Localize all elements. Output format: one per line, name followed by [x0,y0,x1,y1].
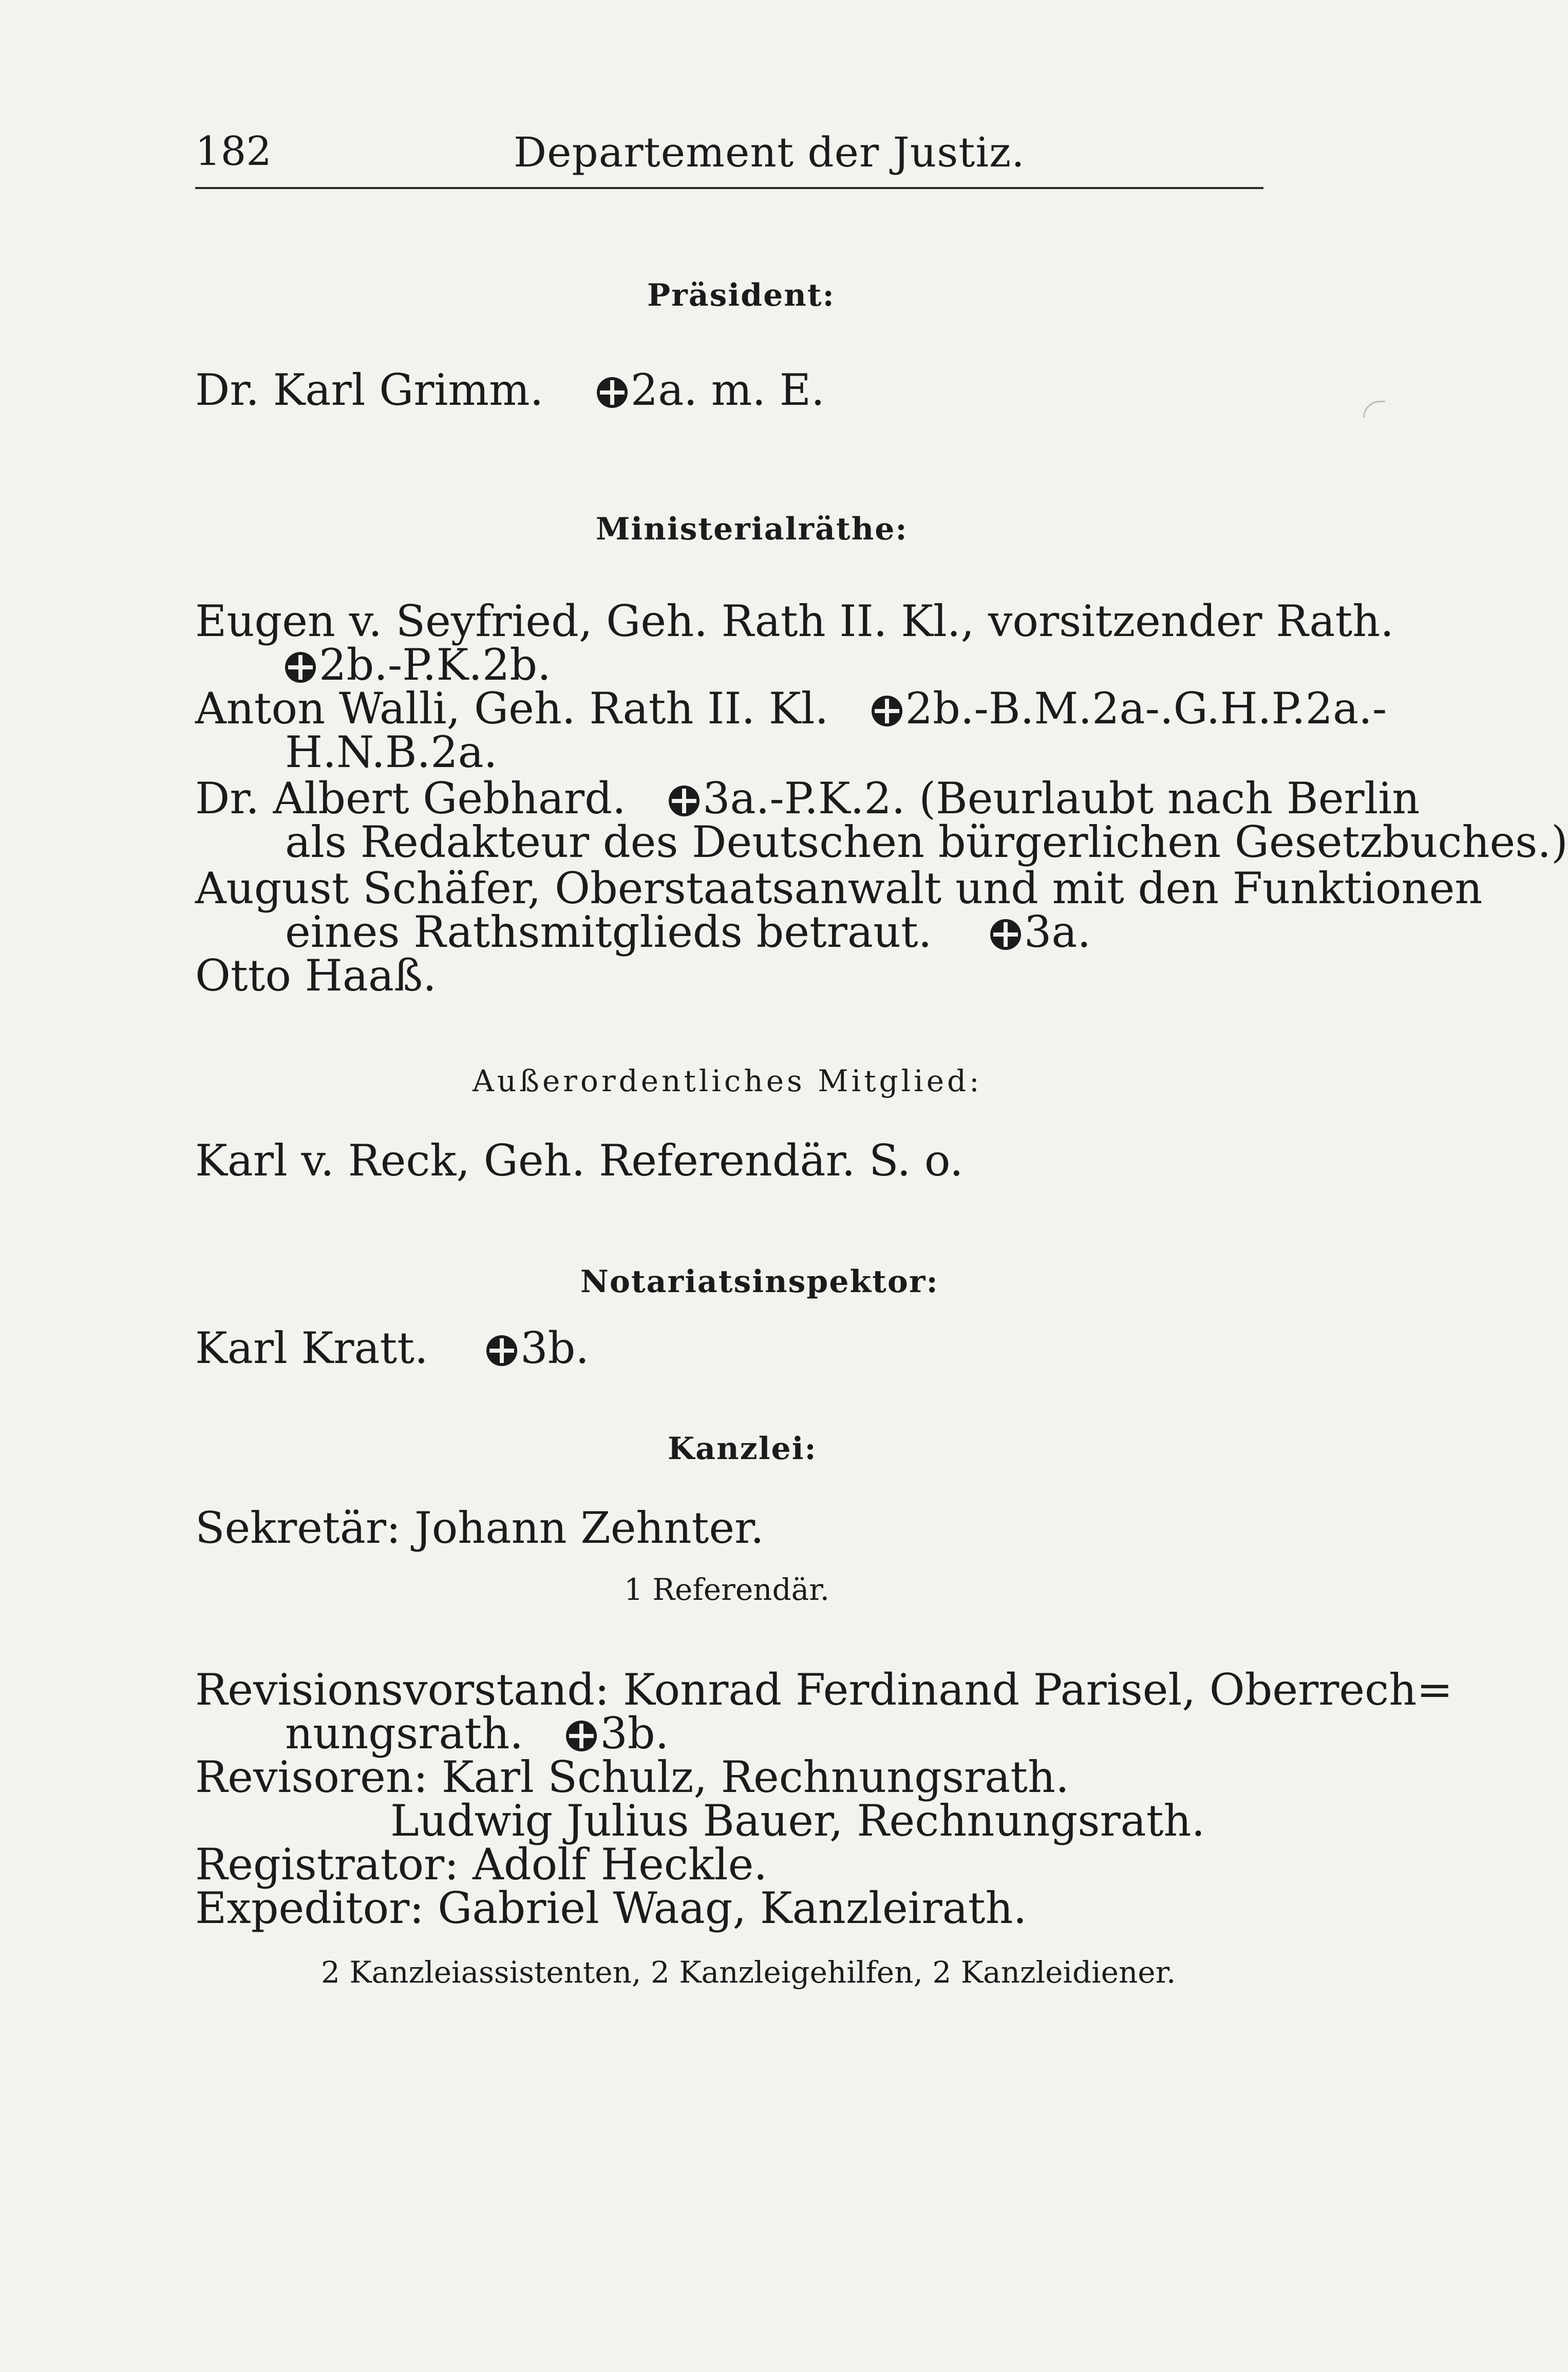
order-cross-icon [486,1335,517,1366]
councillor-line-1: Eugen v. Seyfried, Geh. Rath II. Kl., vorsitzender Rath. [195,596,1394,646]
notary-name: Karl Kratt. [195,1323,428,1373]
councillor-decoration-5: 3a.-P.K.2. (Beurlaubt nach Berlin [703,773,1420,824]
councillor-decoration-8: 3a. [1024,907,1091,957]
councillors-heading: Ministerialräthe: [596,511,908,547]
revision-text-2: nungsrath. [285,1708,523,1759]
page-mark [1363,401,1385,418]
notary-line [195,1323,589,1373]
councillor-line-7: August Schäfer, Oberstaatsanwalt und mit den Funktionen [195,863,1483,913]
councillor-line-6: als Redakteur des Deutschen bürgerlichen Gesetzbuches.) [285,817,1568,867]
councillor-name-8: eines Rathsmitglieds betraut. [285,907,932,957]
staff-footer: 2 Kanzleiassistenten, 2 Kanzleigehilfen, 2 Kanzleidiener. [321,1955,1176,1990]
chancery-heading: Kanzlei: [668,1431,817,1467]
extraordinary-heading: Außerordentliches Mitglied: [473,1063,983,1098]
notary-heading: Notariatsinspektor: [580,1264,939,1300]
revision-line-3: Revisoren: Karl Schulz, Rechnungsrath. [195,1752,1069,1802]
president-name: Dr. Karl Grimm. [195,365,544,415]
councillor-line-9: Otto Haaß. [195,950,437,1001]
councillor-decoration-3: 2b.-B.M.2a-.G.H.P.2a.- [905,683,1387,734]
revision-line-6: Expeditor: Gabriel Waag, Kanzleirath. [195,1883,1027,1933]
councillor-line-4: H.N.B.2a. [285,727,498,777]
councillor-line-5 [195,773,1420,824]
referendar-line: 1 Referendär. [624,1572,830,1607]
order-cross-icon [990,919,1021,950]
councillor-decoration-2: 2b.-P.K.2b. [319,640,551,690]
president-line [195,365,825,415]
councillor-name-3: Anton Walli, Geh. Rath II. Kl. [195,683,829,734]
order-cross-icon [285,652,316,683]
revision-line-2 [285,1708,669,1759]
page-number: 182 [195,128,272,175]
order-cross-icon [872,696,902,726]
revision-decoration-2: 3b. [600,1708,669,1759]
revision-line-5: Registrator: Adolf Heckle. [195,1839,768,1890]
councillor-line-8 [285,907,1091,957]
councillor-line-2 [285,640,551,690]
order-cross-icon [597,377,628,408]
revision-line-4: Ludwig Julius Bauer, Rechnungsrath. [390,1796,1205,1846]
running-title: Departement der Justiz. [514,128,1025,176]
president-heading: Präsident: [647,277,835,313]
president-decoration: 2a. m. E. [630,365,825,415]
order-cross-icon [566,1721,597,1751]
councillor-name-5: Dr. Albert Gebhard. [195,773,626,824]
revision-line-1: Revisionsvorstand: Konrad Ferdinand Parisel, Oberrech= [195,1665,1453,1715]
secretary-line: Sekretär: Johann Zehnter. [195,1503,764,1553]
order-cross-icon [669,786,700,816]
header-rule [195,187,1263,189]
councillor-line-3 [195,683,1387,734]
extraordinary-line: Karl v. Reck, Geh. Referendär. S. o. [195,1135,964,1186]
notary-decoration: 3b. [520,1323,590,1373]
